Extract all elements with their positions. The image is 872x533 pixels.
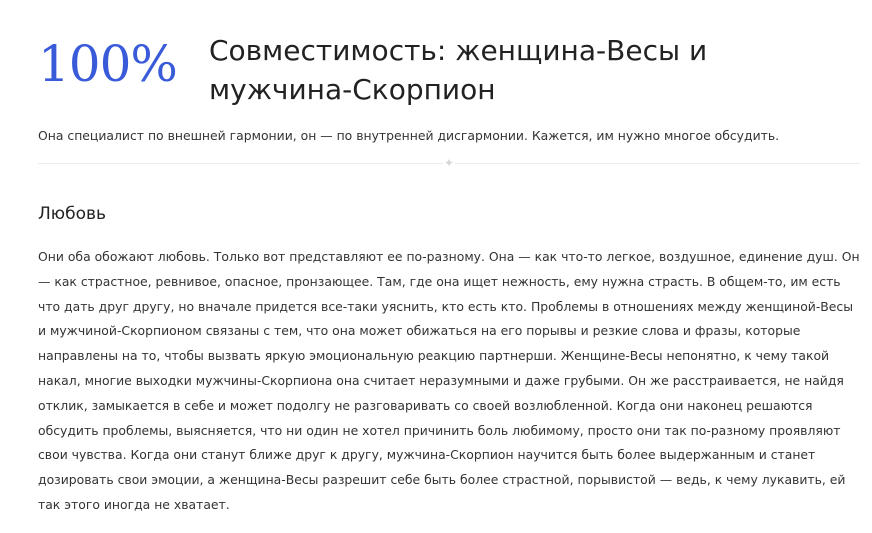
- page-title: Совместимость: женщина-Весы и мужчина-Скорпион: [209, 34, 708, 106]
- lead-text: Она специалист по внешней гармонии, он — по внутренней дисгармонии. Кажется, им нужно многое обсудить.: [38, 128, 780, 143]
- compatibility-header: [38, 0, 860, 120]
- compatibility-percent: 100%: [38, 35, 177, 93]
- section-title: Любовь: [38, 204, 107, 224]
- section-text: Они оба обожают любовь. Только вот представляют ее по-разному. Она — как что-то легкое, воздушное, единение душ. Он — как страстное, ревнивое, опасное, пронзающее. Там, где она ищет нежность, ему нужна страсть. В общем-то, им есть что дать друг другу, но вначале придется все-таки уяснить, кто есть кто. Проблемы в отношениях между женщиной-Весы и мужчиной-Скорпионом связаны с тем, что она может обижаться на его порывы и резкие слова и фразы, которые направлены на то, чтобы вызвать яркую эмоциональную реакцию партнерши. Женщине-Весы непонятно, к чему такой накал, многие выходки мужчины-Скорпиона она считает неразумными и даже грубыми. Он же расстраивается, не найдя отклик, замыкается в себе и может подолгу не разговаривать со своей возлюбленной. Когда они наконец решаются обсудить проблемы, выясняется, что ни один не хотел причинить боль любимому, просто они так по-разному проявляют свои чувства. Когда они станут ближе друг к другу, мужчина-Скорпион научится быть более выдержанным и станет дозировать свои эмоции, а женщина-Весы разрешит себе быть более страстной, порывистой — ведь, к чему лукавить, ей так этого иногда не хватает.: [38, 249, 860, 512]
- article: [38, 0, 860, 512]
- sparkle-icon: ✦: [443, 156, 455, 170]
